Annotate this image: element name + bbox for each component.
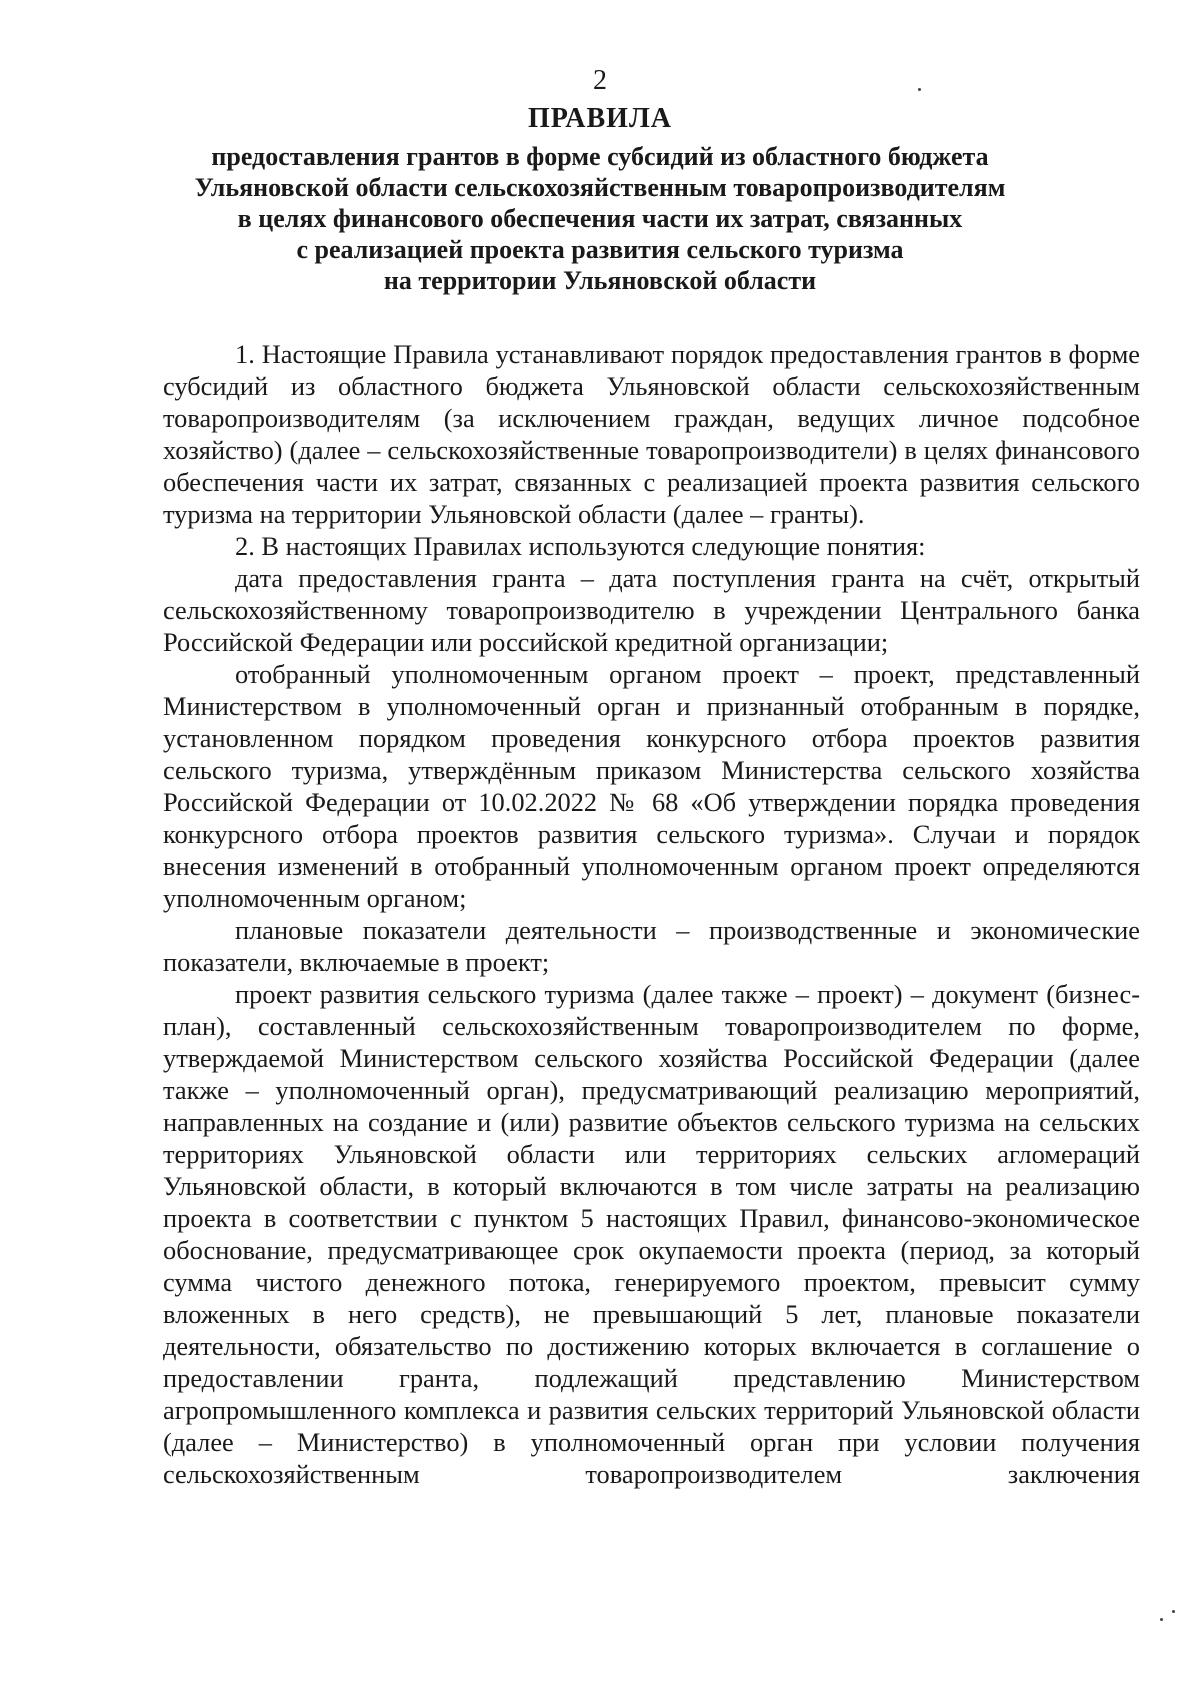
subtitle-line: предоставления грантов в форме субсидий из областного бюджета bbox=[211, 142, 989, 171]
paragraph-definition-grant-date: дата предоставления гранта – дата поступления гранта на счёт, открытый сельскохозяйственному товаропроизводителю в учреждении Центрального банка Российской Федерации или российской кредитной организации; bbox=[163, 563, 1140, 657]
subtitle-line: на территории Ульяновской области bbox=[383, 266, 817, 295]
subtitle-line: с реализацией проекта развития сельского туризма bbox=[296, 235, 904, 264]
paragraph-2: 2. В настоящих Правилах используются следующие понятия: bbox=[235, 531, 926, 561]
document-body bbox=[163, 338, 1140, 1490]
scan-speck bbox=[1172, 1610, 1175, 1613]
scan-speck bbox=[918, 88, 921, 91]
document-subtitle bbox=[160, 141, 1040, 296]
paragraph-definition-planned-indicators: плановые показатели деятельности – производственные и экономические показатели, включаемые в проект; bbox=[163, 915, 1140, 977]
scan-speck bbox=[1160, 1618, 1163, 1621]
paragraph-definition-selected-project: отобранный уполномоченным органом проект – проект, представленный Министерством в уполномоченный орган и признанный отобранным в порядке, установленном порядком проведения конкурсного отбора проектов развития сельского туризма, утверждённым приказом Министерства сельского хозяйства Российской Федерации от 10.02.2022 № 68 «Об утверждении порядка проведения конкурсного отбора проектов развития сельского туризма». Случаи и порядок внесения изменений в отобранный уполномоченным органом проект определяются уполномоченным органом; bbox=[163, 659, 1140, 913]
paragraph-1: 1. Настоящие Правила устанавливают порядок предоставления грантов в форме субсидий из областного бюджета Ульяновской области сельскохозяйственным товаропроизводителям (за исключением граждан, ведущих личное подсобное хозяйство) (далее – сельскохозяйственные товаропроизводители) в целях финансового обеспечения части их затрат, связанных с реализацией проекта развития сельского туризма на территории Ульяновской области (далее – гранты). bbox=[163, 339, 1140, 529]
page-number: 2 bbox=[593, 65, 607, 96]
document-title: ПРАВИЛА bbox=[527, 103, 673, 134]
paragraph-definition-project: проект развития сельского туризма (далее также – проект) – документ (бизнес-план), составленный сельскохозяйственным товаропроизводителем по форме, утверждаемой Министерством сельского хозяйства Российской Федерации (далее также – уполномоченный орган), предусматривающий реализацию мероприятий, направленных на создание и (или) развитие объектов сельского туризма на сельских территориях Ульяновской области или территориях сельских агломераций Ульяновской области, в который включаются в том числе затраты на реализацию проекта в соответствии с пунктом 5 настоящих Правил, финансово-экономическое обоснование, предусматривающее срок окупаемости проекта (период, за который сумма чистого денежного потока, генерируемого проектом, превысит сумму вложенных в него средств), не превышающий 5 лет, плановые показатели деятельности, обязательство по достижению которых включается в соглашение о предоставлении гранта, подлежащий представлению Министерством агропромышленного комплекса и развития сельских территорий Ульяновской области (далее – Министерство) в уполномоченный орган при условии получения сельскохозяйственным товаропроизводителем заключения bbox=[163, 979, 1140, 1489]
subtitle-line: Ульяновской области сельскохозяйственным товаропроизводителям bbox=[194, 173, 1006, 202]
subtitle-line: в целях финансового обеспечения части их затрат, связанных bbox=[237, 204, 963, 233]
